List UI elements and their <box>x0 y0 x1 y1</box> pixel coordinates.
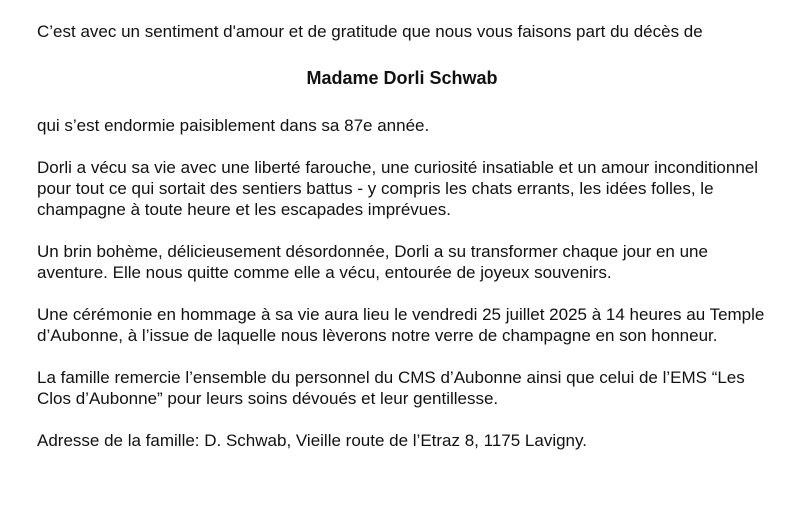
obituary-notice <box>37 21 767 451</box>
paragraph-ceremony: Une cérémonie en hommage à sa vie aura lieu le vendredi 25 juillet 2025 à 14 heures au Temple d’Aubonne, à l’issue de laquelle nous lèverons notre verre de champagne en son honneur. <box>37 305 765 345</box>
deceased-name: Madame Dorli Schwab <box>306 68 498 88</box>
paragraph-life: Dorli a vécu sa vie avec une liberté farouche, une curiosité insatiable et un amour inconditionnel pour tout ce qui sortait des sentiers battus - y compris les chats errants, les idées folles, le champagne à toute heure et les escapades imprévues. <box>37 158 759 219</box>
paragraph-boheme: Un brin bohème, délicieusement désordonnée, Dorli a su transformer chaque jour en une aventure. Elle nous quitte comme elle a vécu, entourée de joyeux souvenirs. <box>37 242 708 282</box>
family-address: Adresse de la famille: D. Schwab, Vieille route de l’Etraz 8, 1175 Lavigny. <box>37 431 587 450</box>
paragraph-thanks: La famille remercie l’ensemble du personnel du CMS d’Aubonne ainsi que celui de l’EMS “Les Clos d’Aubonne” pour leurs soins dévoués et leur gentillesse. <box>37 368 745 408</box>
age-line: qui s’est endormie paisiblement dans sa 87e année. <box>37 116 430 135</box>
intro-text: C’est avec un sentiment d'amour et de gratitude que nous vous faisons part du décès de <box>37 22 703 41</box>
